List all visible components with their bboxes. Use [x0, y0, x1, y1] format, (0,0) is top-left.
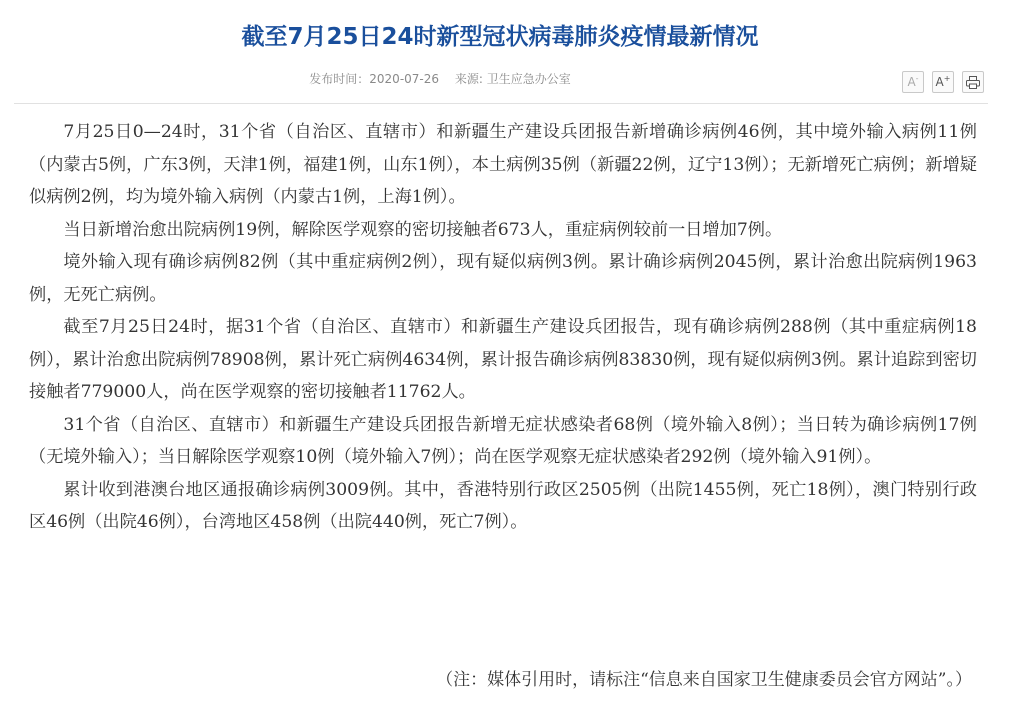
- printer-icon: [966, 76, 980, 89]
- article-meta: [0, 70, 880, 87]
- paragraph-recoveries: 当日新增治愈出院病例19例，解除医学观察的密切接触者673人，重症病例较前一日增加7例。: [63, 219, 783, 240]
- article-tools: [902, 71, 984, 93]
- source-label: 来源: 卫生应急办公室: [454, 72, 571, 86]
- publish-time: [309, 72, 439, 86]
- font-decrease-icon: A-: [907, 74, 919, 89]
- font-increase-icon: A+: [935, 74, 951, 89]
- paragraph-hk-macao-taiwan: 累计收到港澳台地区通报确诊病例3009例。其中，香港特别行政区2505例（出院1455例，死亡18例），澳门特别行政区46例（出院46例），台湾地区458例（出院440例，死亡7例）。: [29, 479, 977, 532]
- font-increase-button[interactable]: [932, 71, 954, 93]
- publish-date: 2020-07-26: [369, 72, 440, 86]
- paragraph-cumulative: 截至7月25日24时，据31个省（自治区、直辖市）和新疆生产建设兵团报告，现有确诊病例288例（其中重症病例18例），累计治愈出院病例78908例，累计死亡病例4634例，累计报告确诊病例83830例，现有疑似病例3例。累计追踪到密切接触者779000人，尚在医学观察的密切接触者11762人。: [29, 317, 977, 402]
- font-decrease-button[interactable]: [902, 71, 924, 93]
- print-button[interactable]: [962, 71, 984, 93]
- publish-label: 发布时间：: [309, 72, 370, 86]
- citation-note: （注：媒体引用时，请标注“信息来自国家卫生健康委员会官方网站”。）: [436, 670, 972, 690]
- paragraph-asymptomatic: 31个省（自治区、直辖市）和新疆生产建设兵团报告新增无症状感染者68例（境外输入8例）；当日转为确诊病例17例（无境外输入）；当日解除医学观察10例（境外输入7例）；尚在医学观察无症状感染者292例（境外输入91例）。: [29, 414, 977, 467]
- paragraph-new-cases: 7月25日0—24时，31个省（自治区、直辖市）和新疆生产建设兵团报告新增确诊病例46例，其中境外输入病例11例（内蒙古5例，广东3例，天津1例，福建1例，山东1例），本土病例35例（新疆22例，辽宁13例）；无新增死亡病例；新增疑似病例2例，均为境外输入病例（内蒙古1例，上海1例）。: [29, 122, 977, 207]
- paragraph-imported: 境外输入现有确诊病例82例（其中重症病例2例），现有疑似病例3例。累计确诊病例2045例，累计治愈出院病例1963例，无死亡病例。: [29, 252, 977, 305]
- article-body: [29, 116, 977, 539]
- page-title: 截至7月25日24时新型冠状病毒肺炎疫情最新情况: [241, 24, 759, 50]
- header-divider: [14, 103, 988, 104]
